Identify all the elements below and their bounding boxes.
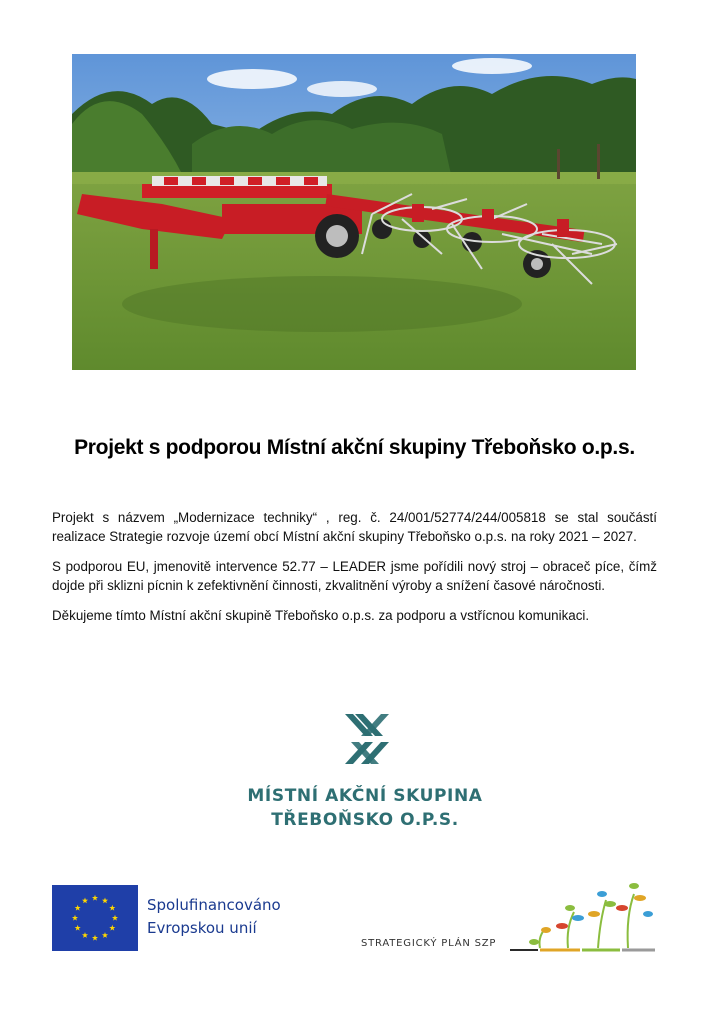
mas-logo xyxy=(240,712,490,832)
mas-x-mark-icon xyxy=(343,712,391,771)
paragraph-project: Projekt s názvem „Modernizace techniky“ , reg. č. 24/001/52774/244/005818 se stal součástí realizace Strategie rozvoje území obcí Místní akční skupiny Třeboňsko o.p.s. na roky 2021 – 2027. xyxy=(52,510,657,544)
paragraph-support: S podporou EU, jmenovitě intervence 52.77 – LEADER jsme pořídili nový stroj – obraceč píce, čímž dojde při sklizni pícnin k zefektivnění činnosti, zkvalitnění výroby a snížení časové náročnosti. xyxy=(52,559,657,593)
page-title: Projekt s podporou Místní akční skupiny Třeboňsko o.p.s. xyxy=(74,436,635,459)
mas-name xyxy=(240,784,490,832)
eu-flag-icon xyxy=(52,885,138,951)
szp-label: STRATEGICKÝ PLÁN SZP xyxy=(361,938,497,949)
body-text xyxy=(52,508,657,636)
mas-name-line2: TŘEBOŇSKO O.P.S. xyxy=(271,810,459,830)
eu-text-line2: Evropskou unií xyxy=(147,919,257,937)
eu-text-line1: Spolufinancováno xyxy=(147,896,281,914)
szp-plants-logo-icon xyxy=(510,880,660,960)
mas-name-line1: MÍSTNÍ AKČNÍ SKUPINA xyxy=(247,786,483,806)
eu-cofinancing-text xyxy=(147,894,281,940)
hay-tedder-photo xyxy=(72,54,636,370)
paragraph-thanks: Děkujeme tímto Místní akční skupině Třeboňsko o.p.s. za podporu a vstřícnou komunikaci. xyxy=(52,608,590,623)
